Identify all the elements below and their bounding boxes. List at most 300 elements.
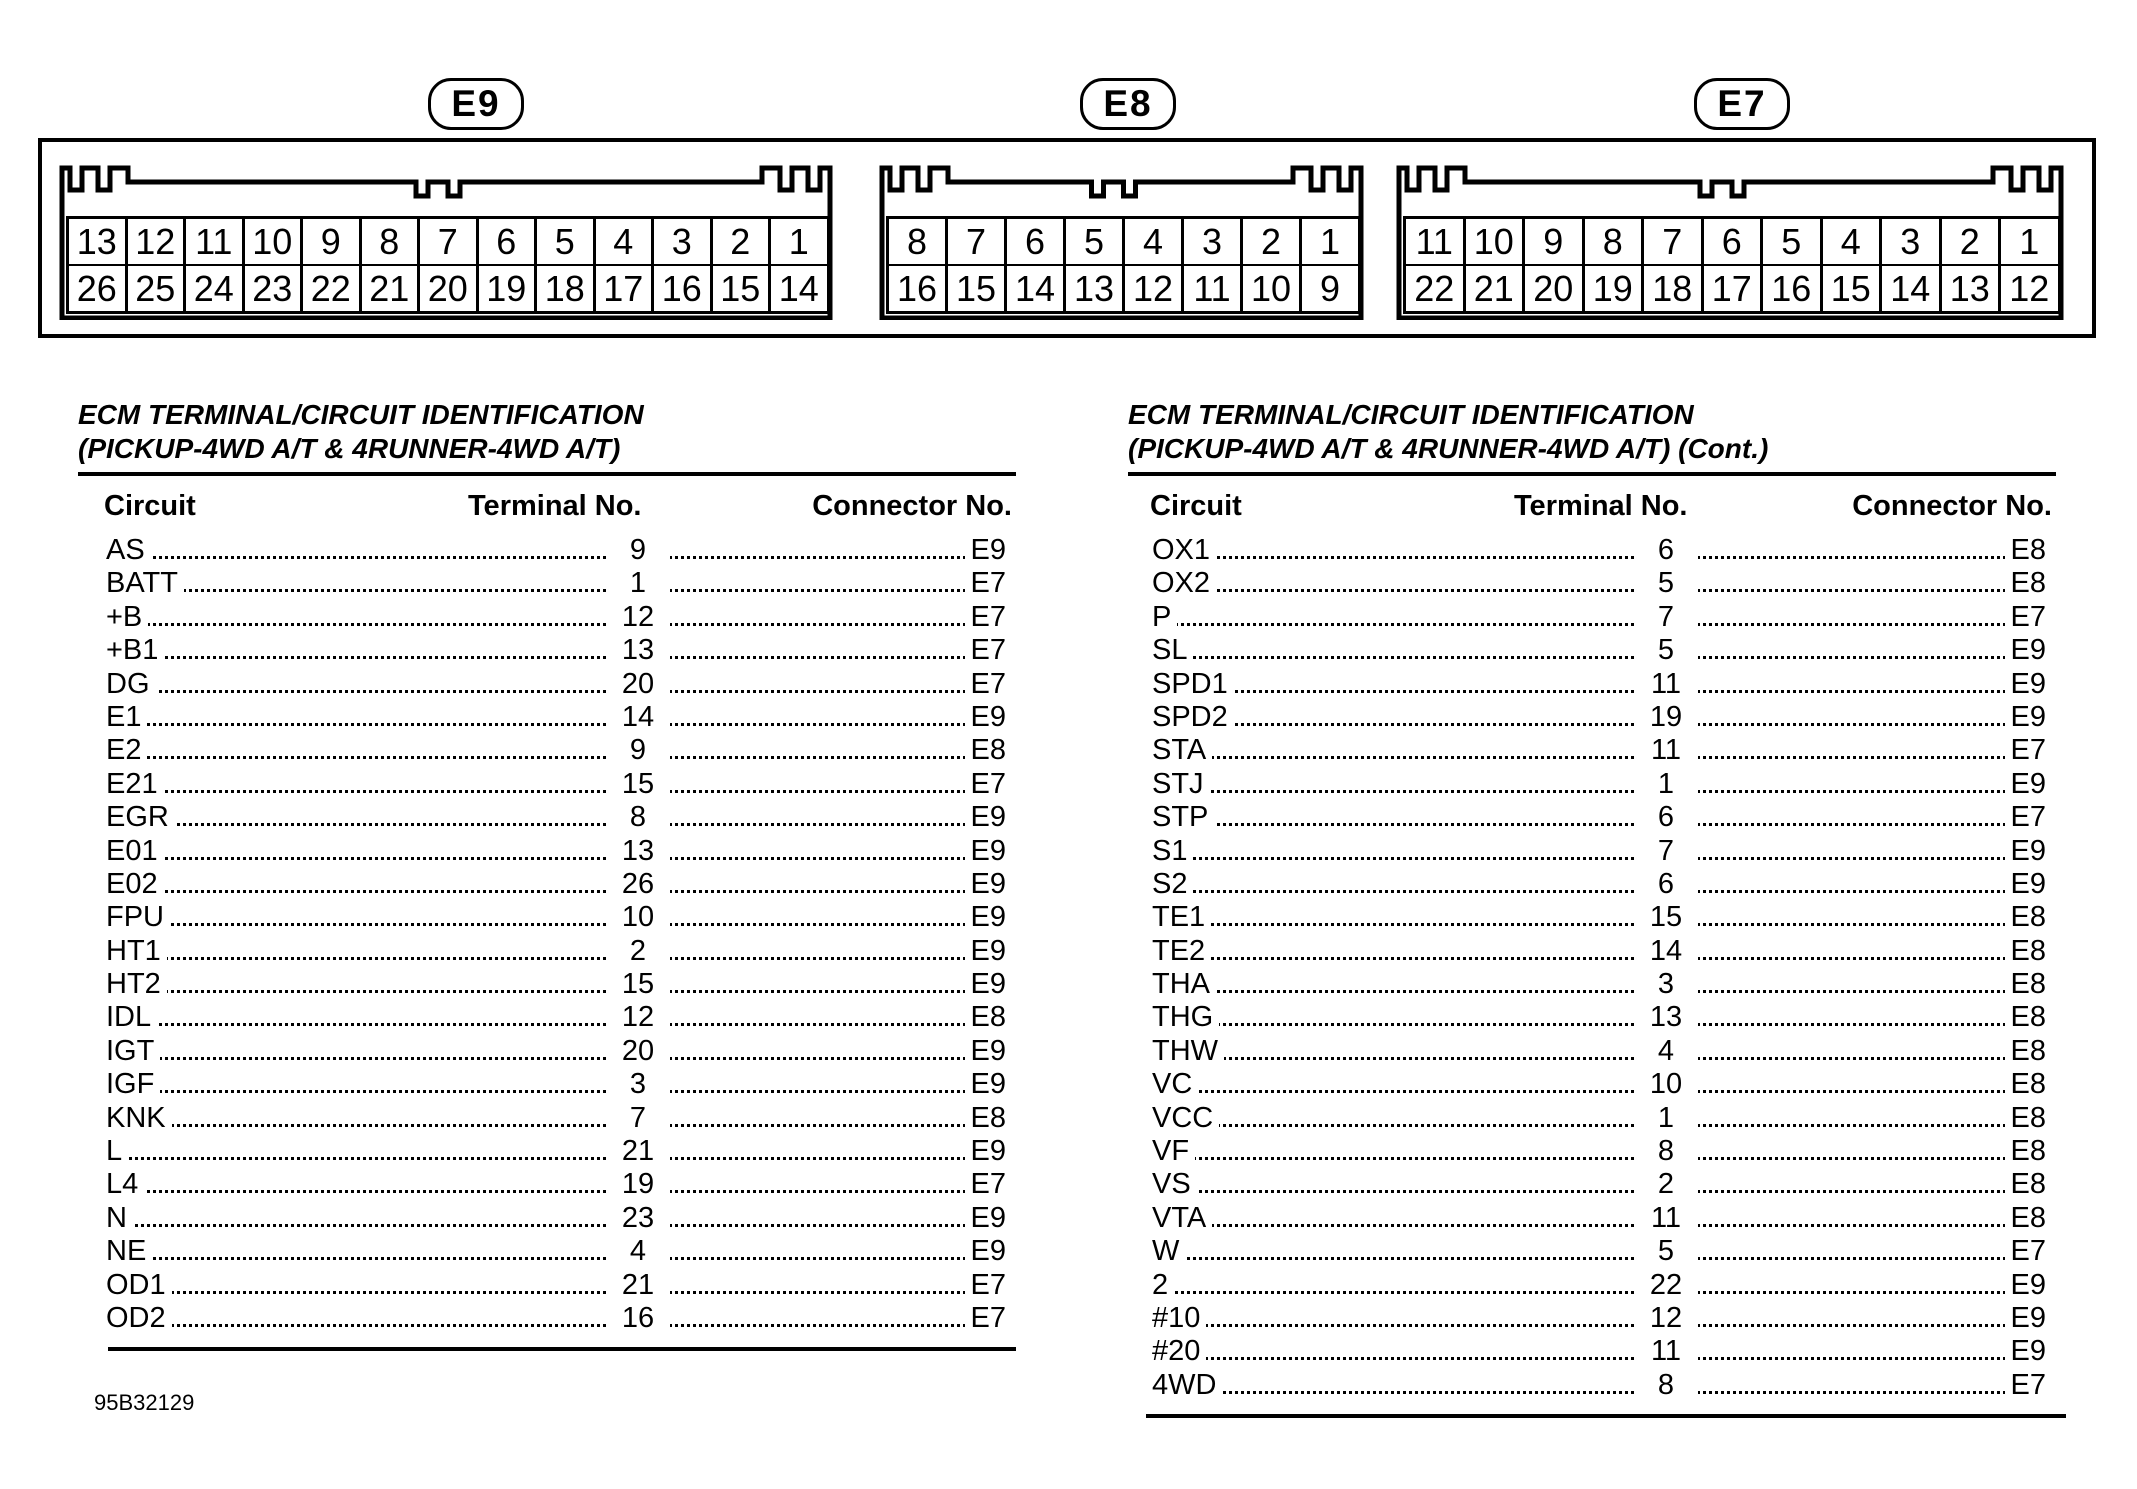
dot-leader bbox=[1690, 1090, 2020, 1093]
pin-cell: 13 bbox=[66, 216, 128, 266]
dot-leader bbox=[1168, 1224, 1634, 1227]
dot-leader bbox=[662, 1257, 980, 1260]
pin-cell: 7 bbox=[945, 216, 1007, 266]
connector-block-e7 bbox=[1395, 160, 2065, 320]
terminal-number: 6 bbox=[1634, 868, 1698, 901]
pin-cell: 6 bbox=[1004, 216, 1066, 266]
circuit-name: FPU bbox=[100, 901, 170, 934]
left-table-rows bbox=[78, 534, 1016, 1335]
table-row bbox=[78, 634, 1016, 667]
dot-leader bbox=[118, 690, 606, 693]
terminal-number: 7 bbox=[606, 1102, 670, 1135]
table-row bbox=[78, 801, 1016, 834]
table-row bbox=[1128, 1302, 2056, 1335]
pin-cell: 23 bbox=[242, 264, 304, 314]
pin-cell: 16 bbox=[886, 264, 948, 314]
circuit-name: #10 bbox=[1146, 1302, 1206, 1335]
dot-leader bbox=[1168, 623, 1634, 626]
table-row bbox=[78, 835, 1016, 868]
terminal-number: 15 bbox=[606, 768, 670, 801]
connector-number: E9 bbox=[965, 968, 1012, 1001]
dot-leader bbox=[118, 790, 606, 793]
pin-cell: 17 bbox=[593, 264, 655, 314]
pin-cell: 3 bbox=[1879, 216, 1942, 266]
dot-leader bbox=[1690, 1291, 2020, 1294]
dot-leader bbox=[662, 923, 980, 926]
circuit-name: EGR bbox=[100, 801, 175, 834]
terminal-number: 11 bbox=[1634, 668, 1698, 701]
pin-cell: 13 bbox=[1939, 264, 2002, 314]
table-row bbox=[1128, 634, 2056, 667]
table-row bbox=[78, 1135, 1016, 1168]
terminal-number: 4 bbox=[1634, 1035, 1698, 1068]
terminal-number: 13 bbox=[606, 634, 670, 667]
pin-cell: 5 bbox=[534, 216, 596, 266]
connector-label-e7: E7 bbox=[1694, 78, 1790, 130]
connector-number: E8 bbox=[965, 734, 1012, 767]
left-table-bottom-rule bbox=[108, 1347, 1016, 1351]
terminal-number: 15 bbox=[606, 968, 670, 1001]
dot-leader bbox=[118, 1090, 606, 1093]
connector-number: E9 bbox=[965, 1035, 1012, 1068]
connector-number: E9 bbox=[2005, 868, 2052, 901]
dot-leader bbox=[1168, 1057, 1634, 1060]
pin-cell: 24 bbox=[183, 264, 245, 314]
right-table-header-rule bbox=[1128, 472, 2056, 476]
dot-leader bbox=[662, 890, 980, 893]
connector-number: E7 bbox=[2005, 601, 2052, 634]
dot-leader bbox=[1690, 1324, 2020, 1327]
dot-leader bbox=[662, 1291, 980, 1294]
circuit-name: THG bbox=[1146, 1001, 1219, 1034]
table-row bbox=[1128, 1235, 2056, 1268]
terminal-number: 19 bbox=[1634, 701, 1698, 734]
pin-cell: 9 bbox=[300, 216, 362, 266]
terminal-number: 20 bbox=[606, 668, 670, 701]
table-row bbox=[1128, 534, 2056, 567]
connector-number: E7 bbox=[965, 634, 1012, 667]
dot-leader bbox=[1168, 1023, 1634, 1026]
pin-cell: 2 bbox=[1240, 216, 1302, 266]
connector-number: E9 bbox=[965, 901, 1012, 934]
left-table-header-rule bbox=[78, 472, 1016, 476]
circuit-name: +B bbox=[100, 601, 148, 634]
connector-number: E9 bbox=[965, 835, 1012, 868]
terminal-number: 12 bbox=[1634, 1302, 1698, 1335]
dot-leader bbox=[1690, 990, 2020, 993]
pin-cell: 13 bbox=[1063, 264, 1125, 314]
circuit-name: VS bbox=[1146, 1168, 1197, 1201]
pin-cell: 12 bbox=[1998, 264, 2061, 314]
pin-cell: 9 bbox=[1299, 264, 1361, 314]
terminal-number: 2 bbox=[606, 935, 670, 968]
pin-cell: 3 bbox=[651, 216, 713, 266]
dot-leader bbox=[118, 589, 606, 592]
table-row bbox=[1128, 901, 2056, 934]
connector-number: E7 bbox=[2005, 734, 2052, 767]
table-row bbox=[1128, 668, 2056, 701]
pin-cell: 16 bbox=[651, 264, 713, 314]
dot-leader bbox=[1690, 1391, 2020, 1394]
dot-leader bbox=[1690, 790, 2020, 793]
table-row bbox=[1128, 1102, 2056, 1135]
dot-leader bbox=[1168, 556, 1634, 559]
circuit-name: L4 bbox=[100, 1168, 144, 1201]
circuit-name: NE bbox=[100, 1235, 152, 1268]
pin-cell: 11 bbox=[1403, 216, 1466, 266]
dot-leader bbox=[1168, 656, 1634, 659]
terminal-number: 21 bbox=[606, 1269, 670, 1302]
dot-leader bbox=[118, 1257, 606, 1260]
terminal-number: 13 bbox=[606, 835, 670, 868]
terminal-number: 9 bbox=[606, 734, 670, 767]
dot-leader bbox=[662, 1324, 980, 1327]
pin-cell: 15 bbox=[945, 264, 1007, 314]
dot-leader bbox=[662, 1224, 980, 1227]
circuit-name: VCC bbox=[1146, 1102, 1219, 1135]
left-identification-table bbox=[78, 398, 1016, 1351]
pin-cell: 4 bbox=[593, 216, 655, 266]
circuit-name: VC bbox=[1146, 1068, 1198, 1101]
pin-cell: 6 bbox=[1701, 216, 1764, 266]
connector-number: E9 bbox=[2005, 701, 2052, 734]
terminal-number: 16 bbox=[606, 1302, 670, 1335]
dot-leader bbox=[662, 857, 980, 860]
terminal-number: 11 bbox=[1634, 1335, 1698, 1368]
pin-cell: 20 bbox=[1522, 264, 1585, 314]
pin-cell: 9 bbox=[1522, 216, 1585, 266]
pin-cell: 21 bbox=[1463, 264, 1526, 314]
pin-cell: 14 bbox=[768, 264, 830, 314]
dot-leader bbox=[1690, 1357, 2020, 1360]
dot-leader bbox=[118, 923, 606, 926]
right-table-bottom-rule bbox=[1146, 1414, 2066, 1418]
right-table-rows bbox=[1128, 534, 2056, 1402]
dot-leader bbox=[118, 656, 606, 659]
dot-leader bbox=[1690, 1224, 2020, 1227]
pin-cell: 15 bbox=[1820, 264, 1883, 314]
pin-cell: 18 bbox=[534, 264, 596, 314]
dot-leader bbox=[118, 1291, 606, 1294]
dot-leader bbox=[1168, 1357, 1634, 1360]
circuit-name: S1 bbox=[1146, 835, 1193, 868]
terminal-number: 26 bbox=[606, 868, 670, 901]
pin-row-e8-bottom bbox=[886, 264, 1358, 314]
table-row bbox=[78, 935, 1016, 968]
dot-leader bbox=[662, 656, 980, 659]
terminal-number: 8 bbox=[1634, 1369, 1698, 1402]
terminal-number: 6 bbox=[1634, 534, 1698, 567]
pin-cell: 10 bbox=[1240, 264, 1302, 314]
connector-number: E9 bbox=[2005, 668, 2052, 701]
dot-leader bbox=[1168, 990, 1634, 993]
connector-label-e9: E9 bbox=[428, 78, 524, 130]
pin-cell: 15 bbox=[710, 264, 772, 314]
table-row bbox=[1128, 1335, 2056, 1368]
table-row bbox=[1128, 1068, 2056, 1101]
pin-cell: 10 bbox=[242, 216, 304, 266]
circuit-name: TE1 bbox=[1146, 901, 1211, 934]
table-row bbox=[78, 868, 1016, 901]
pin-row-e7-bottom bbox=[1403, 264, 2058, 314]
pin-cell: 18 bbox=[1641, 264, 1704, 314]
table-row bbox=[78, 1269, 1016, 1302]
dot-leader bbox=[1690, 623, 2020, 626]
circuit-name: 2 bbox=[1146, 1269, 1174, 1302]
table-row bbox=[1128, 935, 2056, 968]
terminal-number: 13 bbox=[1634, 1001, 1698, 1034]
circuit-name: L bbox=[100, 1135, 128, 1168]
table-row bbox=[78, 734, 1016, 767]
circuit-name: STP bbox=[1146, 801, 1214, 834]
pin-cell: 1 bbox=[1299, 216, 1361, 266]
dot-leader bbox=[1168, 723, 1634, 726]
right-table-column-headers bbox=[1128, 490, 2056, 534]
table-row bbox=[1128, 1202, 2056, 1235]
dot-leader bbox=[1168, 890, 1634, 893]
pin-cell: 8 bbox=[1582, 216, 1645, 266]
dot-leader bbox=[118, 1124, 606, 1127]
terminal-number: 9 bbox=[606, 534, 670, 567]
table-row bbox=[78, 1302, 1016, 1335]
right-col-connector-header: Connector No. bbox=[1852, 490, 2052, 522]
table-row bbox=[78, 1202, 1016, 1235]
table-row bbox=[1128, 701, 2056, 734]
table-row bbox=[78, 567, 1016, 600]
dot-leader bbox=[1690, 890, 2020, 893]
left-table-title-line2: (PICKUP-4WD A/T & 4RUNNER-4WD A/T) bbox=[78, 433, 621, 464]
pin-cell: 22 bbox=[300, 264, 362, 314]
pin-cell: 7 bbox=[1641, 216, 1704, 266]
dot-leader bbox=[1168, 1324, 1634, 1327]
terminal-number: 14 bbox=[606, 701, 670, 734]
left-table-title-line1: ECM TERMINAL/CIRCUIT IDENTIFICATION bbox=[78, 399, 644, 430]
connector-number: E8 bbox=[965, 1001, 1012, 1034]
table-row bbox=[78, 1102, 1016, 1135]
pin-row-e7-top bbox=[1403, 216, 2058, 266]
terminal-number: 15 bbox=[1634, 901, 1698, 934]
dot-leader bbox=[1690, 1257, 2020, 1260]
dot-leader bbox=[1168, 790, 1634, 793]
connector-number: E7 bbox=[965, 601, 1012, 634]
terminal-number: 10 bbox=[606, 901, 670, 934]
table-row bbox=[1128, 567, 2056, 600]
circuit-name: #20 bbox=[1146, 1335, 1206, 1368]
terminal-number: 12 bbox=[606, 601, 670, 634]
pin-cell: 8 bbox=[886, 216, 948, 266]
table-row bbox=[78, 601, 1016, 634]
dot-leader bbox=[1168, 857, 1634, 860]
dot-leader bbox=[1168, 1190, 1634, 1193]
table-row bbox=[78, 1168, 1016, 1201]
circuit-name: +B1 bbox=[100, 634, 164, 667]
circuit-name: VTA bbox=[1146, 1202, 1212, 1235]
connector-number: E9 bbox=[965, 701, 1012, 734]
pin-cell: 1 bbox=[768, 216, 830, 266]
dot-leader bbox=[1168, 1090, 1634, 1093]
table-row bbox=[1128, 768, 2056, 801]
pin-cell: 19 bbox=[476, 264, 538, 314]
circuit-name: HT1 bbox=[100, 935, 167, 968]
dot-leader bbox=[1690, 723, 2020, 726]
dot-leader bbox=[662, 1057, 980, 1060]
terminal-number: 1 bbox=[1634, 1102, 1698, 1135]
pin-cell: 21 bbox=[359, 264, 421, 314]
connector-number: E8 bbox=[2005, 901, 2052, 934]
dot-leader bbox=[1690, 1023, 2020, 1026]
dot-leader bbox=[662, 556, 980, 559]
table-row bbox=[1128, 968, 2056, 1001]
dot-leader bbox=[1168, 923, 1634, 926]
table-row bbox=[1128, 801, 2056, 834]
connector-number: E7 bbox=[2005, 1369, 2052, 1402]
dot-leader bbox=[662, 1023, 980, 1026]
table-row bbox=[78, 768, 1016, 801]
table-row bbox=[78, 901, 1016, 934]
terminal-number: 2 bbox=[1634, 1168, 1698, 1201]
pin-cell: 25 bbox=[125, 264, 187, 314]
connector-number: E8 bbox=[965, 1102, 1012, 1135]
circuit-name: OX2 bbox=[1146, 567, 1216, 600]
table-row bbox=[1128, 1035, 2056, 1068]
circuit-name: THW bbox=[1146, 1035, 1224, 1068]
pin-cell: 5 bbox=[1760, 216, 1823, 266]
pin-row-e9-top bbox=[66, 216, 827, 266]
circuit-name: SPD2 bbox=[1146, 701, 1234, 734]
dot-leader bbox=[662, 589, 980, 592]
right-table-title-line2: (PICKUP-4WD A/T & 4RUNNER-4WD A/T) (Cont.) bbox=[1128, 433, 1769, 464]
dot-leader bbox=[118, 1224, 606, 1227]
terminal-number: 11 bbox=[1634, 1202, 1698, 1235]
dot-leader bbox=[1690, 1190, 2020, 1193]
terminal-number: 1 bbox=[1634, 768, 1698, 801]
dot-leader bbox=[662, 1157, 980, 1160]
dot-leader bbox=[118, 1190, 606, 1193]
pin-cell: 7 bbox=[417, 216, 479, 266]
pin-cell: 19 bbox=[1582, 264, 1645, 314]
circuit-name: E2 bbox=[100, 734, 147, 767]
table-row bbox=[1128, 835, 2056, 868]
circuit-name: N bbox=[100, 1202, 133, 1235]
pin-cell: 11 bbox=[183, 216, 245, 266]
pin-cell: 2 bbox=[1939, 216, 2002, 266]
pin-row-e9-bottom bbox=[66, 264, 827, 314]
connector-number: E8 bbox=[2005, 1135, 2052, 1168]
connector-number: E8 bbox=[2005, 1001, 2052, 1034]
connector-number: E8 bbox=[2005, 1168, 2052, 1201]
terminal-number: 1 bbox=[606, 567, 670, 600]
figure-id: 95B32129 bbox=[94, 1390, 195, 1415]
connector-number: E9 bbox=[965, 1235, 1012, 1268]
connector-number: E7 bbox=[965, 768, 1012, 801]
right-col-circuit-header: Circuit bbox=[1150, 490, 1242, 522]
dot-leader bbox=[1168, 1124, 1634, 1127]
dot-leader bbox=[118, 957, 606, 960]
connector-block-e9 bbox=[58, 160, 834, 320]
left-col-circuit-header: Circuit bbox=[104, 490, 196, 522]
dot-leader bbox=[118, 1157, 606, 1160]
dot-leader bbox=[1168, 756, 1634, 759]
circuit-name: DG bbox=[100, 668, 156, 701]
table-row bbox=[78, 668, 1016, 701]
circuit-name: KNK bbox=[100, 1102, 172, 1135]
connector-number: E9 bbox=[965, 1135, 1012, 1168]
pin-cell: 5 bbox=[1063, 216, 1125, 266]
circuit-name: E02 bbox=[100, 868, 164, 901]
connector-number: E9 bbox=[2005, 634, 2052, 667]
circuit-name: OD1 bbox=[100, 1269, 172, 1302]
connector-number: E7 bbox=[965, 1269, 1012, 1302]
terminal-number: 3 bbox=[606, 1068, 670, 1101]
pin-row-e8-top bbox=[886, 216, 1358, 266]
terminal-number: 5 bbox=[1634, 1235, 1698, 1268]
terminal-number: 6 bbox=[1634, 801, 1698, 834]
connector-number: E9 bbox=[965, 935, 1012, 968]
circuit-name: IDL bbox=[100, 1001, 157, 1034]
dot-leader bbox=[662, 1090, 980, 1093]
dot-leader bbox=[1168, 1391, 1634, 1394]
dot-leader bbox=[118, 823, 606, 826]
circuit-name: W bbox=[1146, 1235, 1185, 1268]
pin-cell: 14 bbox=[1879, 264, 1942, 314]
connector-number: E9 bbox=[2005, 768, 2052, 801]
connector-number: E9 bbox=[2005, 1302, 2052, 1335]
dot-leader bbox=[1690, 957, 2020, 960]
dot-leader bbox=[118, 857, 606, 860]
left-col-terminal-header: Terminal No. bbox=[468, 490, 642, 522]
pin-cell: 4 bbox=[1820, 216, 1883, 266]
terminal-number: 14 bbox=[1634, 935, 1698, 968]
circuit-name: S2 bbox=[1146, 868, 1193, 901]
dot-leader bbox=[1168, 1291, 1634, 1294]
circuit-name: SL bbox=[1146, 634, 1193, 667]
dot-leader bbox=[1690, 756, 2020, 759]
terminal-number: 19 bbox=[606, 1168, 670, 1201]
dot-leader bbox=[662, 1190, 980, 1193]
dot-leader bbox=[118, 1324, 606, 1327]
connector-number: E7 bbox=[965, 567, 1012, 600]
pin-cell: 3 bbox=[1181, 216, 1243, 266]
connector-number: E7 bbox=[965, 668, 1012, 701]
connector-number: E7 bbox=[965, 1168, 1012, 1201]
dot-leader bbox=[1168, 690, 1634, 693]
connector-number: E9 bbox=[2005, 835, 2052, 868]
pin-cell: 2 bbox=[710, 216, 772, 266]
dot-leader bbox=[1168, 1257, 1634, 1260]
dot-leader bbox=[662, 623, 980, 626]
table-row bbox=[78, 701, 1016, 734]
terminal-number: 21 bbox=[606, 1135, 670, 1168]
connector-number: E8 bbox=[2005, 1202, 2052, 1235]
dot-leader bbox=[1690, 589, 2020, 592]
circuit-name: STA bbox=[1146, 734, 1212, 767]
circuit-name: BATT bbox=[100, 567, 184, 600]
connector-number: E9 bbox=[2005, 1269, 2052, 1302]
table-row bbox=[1128, 1001, 2056, 1034]
terminal-number: 8 bbox=[1634, 1135, 1698, 1168]
circuit-name: VF bbox=[1146, 1135, 1195, 1168]
circuit-name: 4WD bbox=[1146, 1369, 1222, 1402]
circuit-name: IGT bbox=[100, 1035, 160, 1068]
connector-number: E7 bbox=[2005, 1235, 2052, 1268]
table-row bbox=[1128, 868, 2056, 901]
table-row bbox=[1128, 1168, 2056, 1201]
circuit-name: OD2 bbox=[100, 1302, 172, 1335]
dot-leader bbox=[1168, 589, 1634, 592]
connector-number: E8 bbox=[2005, 1035, 2052, 1068]
pin-cell: 6 bbox=[476, 216, 538, 266]
connector-number: E9 bbox=[2005, 1335, 2052, 1368]
